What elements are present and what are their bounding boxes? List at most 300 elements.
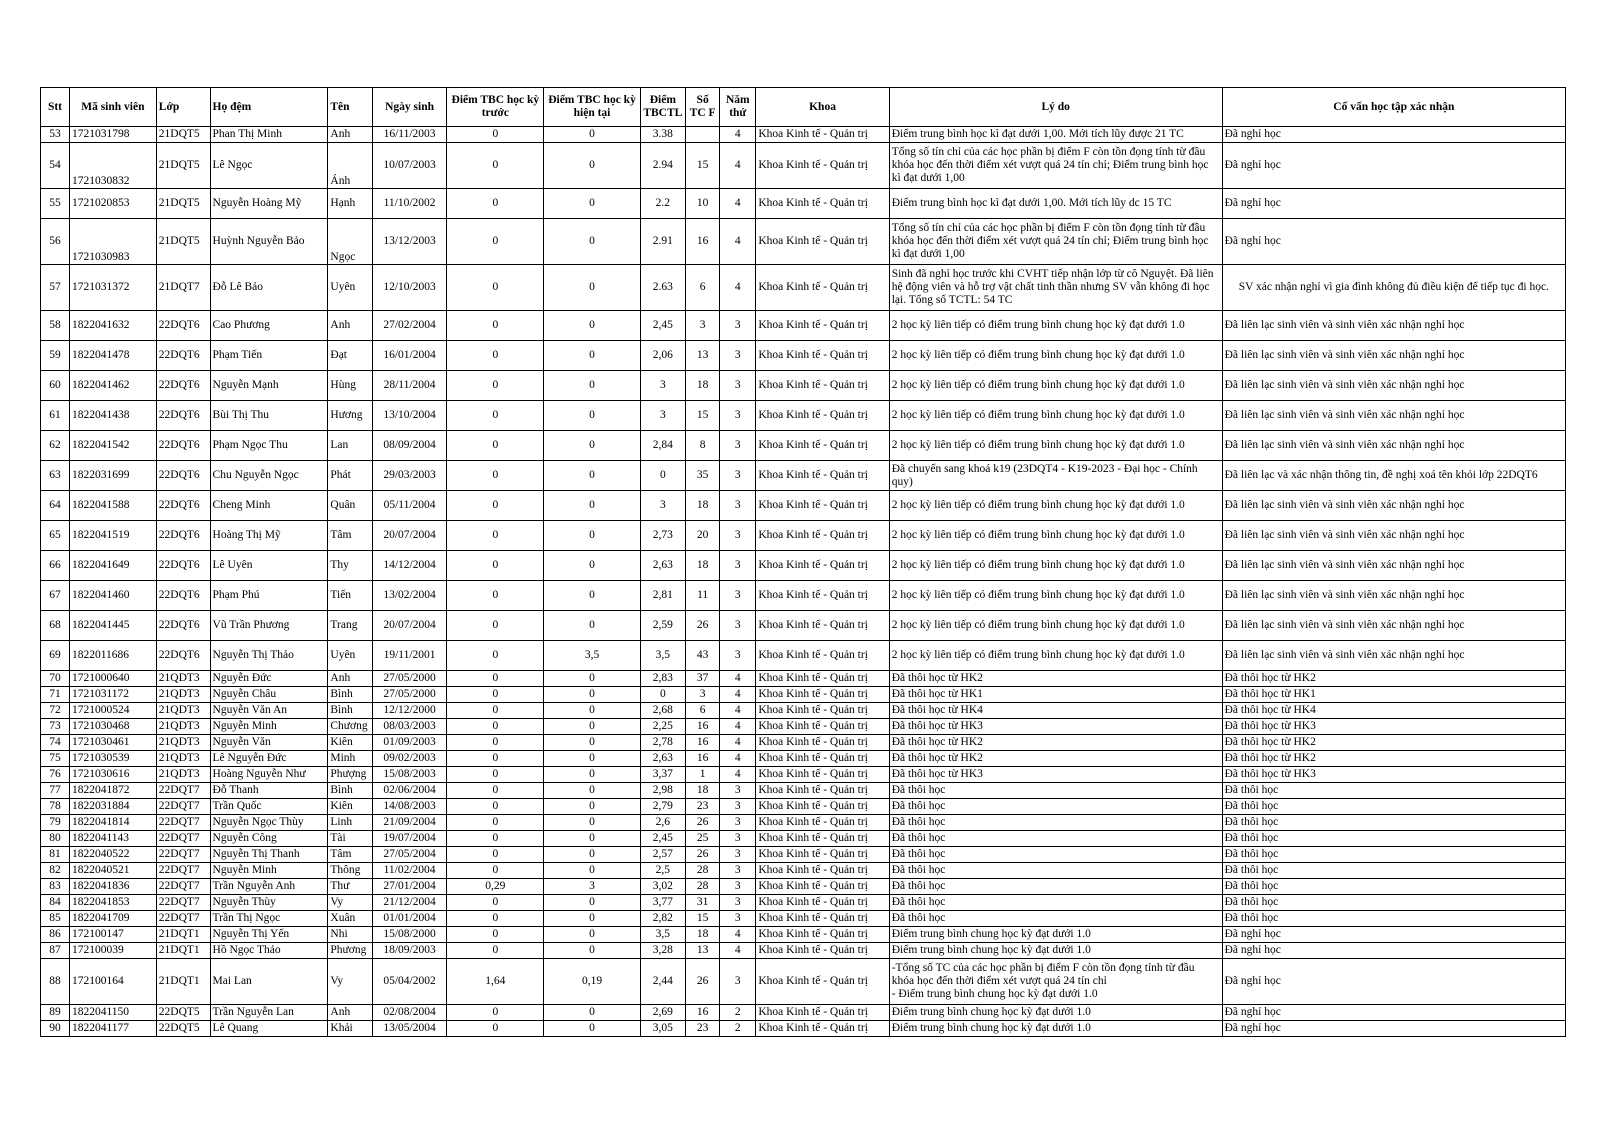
cell-birthdate: 27/05/2004 xyxy=(372,847,446,863)
cell-advisor-confirmation: Đã thôi học xyxy=(1222,863,1565,879)
cell-surname: Mai Lan xyxy=(210,959,328,1005)
cell-year: 3 xyxy=(720,641,756,671)
table-row xyxy=(41,911,1566,927)
cell-advisor-confirmation: Đã liên lạc sinh viên và sinh viên xác nhận nghỉ học xyxy=(1222,371,1565,401)
cell-faculty: Khoa Kinh tế - Quản trị xyxy=(756,265,889,311)
cell-class: 22DQT6 xyxy=(156,431,210,461)
cell-student-id: 1721030616 xyxy=(69,767,156,783)
cell-year: 3 xyxy=(720,879,756,895)
cell-reason: 2 học kỳ liên tiếp có điểm trung bình chung học kỳ đạt dưới 1.0 xyxy=(889,581,1222,611)
cell-gpa-previous: 0 xyxy=(447,847,544,863)
cell-class: 22DQT7 xyxy=(156,895,210,911)
cell-surname: Nguyễn Công xyxy=(210,831,328,847)
col-header-surname: Họ đệm xyxy=(210,88,328,127)
cell-student-id: 1822041445 xyxy=(69,611,156,641)
cell-gpa-current: 0 xyxy=(544,371,640,401)
cell-year: 4 xyxy=(720,189,756,219)
cell-advisor-confirmation: Đã thôi học xyxy=(1222,783,1565,799)
cell-faculty: Khoa Kinh tế - Quản trị xyxy=(756,735,889,751)
cell-stt: 58 xyxy=(41,311,70,341)
cell-gpa-current: 0 xyxy=(544,143,640,189)
cell-surname: Nguyễn Ngọc Thùy xyxy=(210,815,328,831)
cell-faculty: Khoa Kinh tế - Quản trị xyxy=(756,847,889,863)
cell-reason: Đã thôi học xyxy=(889,815,1222,831)
cell-surname: Hoàng Nguyễn Như xyxy=(210,767,328,783)
cell-gpa-previous: 0,29 xyxy=(447,879,544,895)
cell-name: Kiên xyxy=(328,799,372,815)
cell-faculty: Khoa Kinh tế - Quản trị xyxy=(756,219,889,265)
cell-name: Uyên xyxy=(328,641,372,671)
cell-class: 22DQT7 xyxy=(156,831,210,847)
cell-surname: Nguyễn Thị Yến xyxy=(210,927,328,943)
cell-stt: 77 xyxy=(41,783,70,799)
cell-gpa-previous: 0 xyxy=(447,189,544,219)
col-header-advisor-confirmation: Cố vấn học tập xác nhận xyxy=(1222,88,1565,127)
cell-year: 3 xyxy=(720,611,756,641)
cell-gpa-current: 0 xyxy=(544,751,640,767)
cell-reason: 2 học kỳ liên tiếp có điểm trung bình chung học kỳ đạt dưới 1.0 xyxy=(889,521,1222,551)
cell-gpa-previous: 0 xyxy=(447,143,544,189)
cell-class: 21QDT3 xyxy=(156,751,210,767)
cell-name: Tiến xyxy=(328,581,372,611)
cell-cumulative-gpa: 3 xyxy=(640,401,685,431)
cell-cumulative-gpa: 2,57 xyxy=(640,847,685,863)
cell-gpa-previous: 0 xyxy=(447,863,544,879)
table-row xyxy=(41,431,1566,461)
cell-year: 3 xyxy=(720,847,756,863)
cell-year: 3 xyxy=(720,461,756,491)
cell-name: Tâm xyxy=(328,521,372,551)
cell-reason: 2 học kỳ liên tiếp có điểm trung bình chung học kỳ đạt dưới 1.0 xyxy=(889,431,1222,461)
col-header-year: Năm thứ xyxy=(720,88,756,127)
cell-gpa-previous: 0 xyxy=(447,127,544,143)
cell-class: 21DQT5 xyxy=(156,189,210,219)
cell-advisor-confirmation: Đã thôi học từ HK1 xyxy=(1222,687,1565,703)
cell-reason: Điểm trung bình chung học kỳ đạt dưới 1.0 xyxy=(889,1005,1222,1021)
cell-stt: 72 xyxy=(41,703,70,719)
cell-stt: 81 xyxy=(41,847,70,863)
cell-class: 22DQT6 xyxy=(156,521,210,551)
table-row xyxy=(41,127,1566,143)
cell-gpa-current: 0 xyxy=(544,551,640,581)
cell-name: Thy xyxy=(328,551,372,581)
cell-surname: Phạm Ngọc Thu xyxy=(210,431,328,461)
cell-gpa-current: 0 xyxy=(544,1005,640,1021)
cell-gpa-current: 0 xyxy=(544,847,640,863)
cell-class: 22DQT6 xyxy=(156,371,210,401)
cell-stt: 83 xyxy=(41,879,70,895)
cell-faculty: Khoa Kinh tế - Quản trị xyxy=(756,401,889,431)
cell-birthdate: 18/09/2003 xyxy=(372,943,446,959)
cell-reason: Sinh đã nghỉ học trước khi CVHT tiếp nhận lớp từ cô Nguyệt. Đã liên hệ động viên và hỗ trợ vật chất tinh thần nhưng SV vẫn không đi học lại. Tổng số TCTL: 54 TC xyxy=(889,265,1222,311)
cell-advisor-confirmation: Đã thôi học từ HK2 xyxy=(1222,735,1565,751)
cell-faculty: Khoa Kinh tế - Quản trị xyxy=(756,521,889,551)
table-row xyxy=(41,341,1566,371)
cell-name: Bình xyxy=(328,783,372,799)
cell-gpa-previous: 0 xyxy=(447,265,544,311)
cell-birthdate: 13/12/2003 xyxy=(372,219,446,265)
cell-student-id: 1822041177 xyxy=(69,1021,156,1037)
cell-student-id: 1822041542 xyxy=(69,431,156,461)
cell-advisor-confirmation: Đã liên lạc sinh viên và sinh viên xác nhận nghỉ học xyxy=(1222,551,1565,581)
cell-advisor-confirmation: Đã liên lạc sinh viên và sinh viên xác nhận nghỉ học xyxy=(1222,341,1565,371)
col-header-gpa-previous: Điểm TBC học kỳ trước xyxy=(447,88,544,127)
cell-year: 4 xyxy=(720,703,756,719)
cell-name: Kiên xyxy=(328,735,372,751)
cell-advisor-confirmation: Đã thôi học xyxy=(1222,911,1565,927)
cell-surname: Hoàng Thị Mỹ xyxy=(210,521,328,551)
cell-gpa-current: 0 xyxy=(544,461,640,491)
cell-gpa-previous: 0 xyxy=(447,521,544,551)
cell-class: 22DQT6 xyxy=(156,401,210,431)
cell-year: 3 xyxy=(720,581,756,611)
cell-student-id: 172100147 xyxy=(69,927,156,943)
cell-year: 2 xyxy=(720,1021,756,1037)
cell-faculty: Khoa Kinh tế - Quản trị xyxy=(756,751,889,767)
cell-reason: Đã thôi học từ HK2 xyxy=(889,671,1222,687)
cell-gpa-previous: 0 xyxy=(447,831,544,847)
cell-cumulative-gpa: 2,06 xyxy=(640,341,685,371)
cell-stt: 71 xyxy=(41,687,70,703)
cell-surname: Lê Uyên xyxy=(210,551,328,581)
cell-name: Hùng xyxy=(328,371,372,401)
cell-name: Trang xyxy=(328,611,372,641)
cell-gpa-previous: 0 xyxy=(447,311,544,341)
table-row xyxy=(41,959,1566,1005)
cell-year: 4 xyxy=(720,751,756,767)
cell-surname: Trần Thị Ngọc xyxy=(210,911,328,927)
cell-year: 4 xyxy=(720,265,756,311)
cell-advisor-confirmation: Đã thôi học xyxy=(1222,815,1565,831)
cell-name: Quân xyxy=(328,491,372,521)
cell-student-id: 1822041478 xyxy=(69,341,156,371)
cell-student-id: 1822040521 xyxy=(69,863,156,879)
cell-cumulative-gpa: 2,69 xyxy=(640,1005,685,1021)
cell-faculty: Khoa Kinh tế - Quản trị xyxy=(756,127,889,143)
cell-student-id: 1721031372 xyxy=(69,265,156,311)
cell-birthdate: 02/08/2004 xyxy=(372,1005,446,1021)
cell-failed-credits: 11 xyxy=(686,581,720,611)
cell-stt: 79 xyxy=(41,815,70,831)
cell-year: 4 xyxy=(720,719,756,735)
table-row xyxy=(41,783,1566,799)
cell-gpa-previous: 0 xyxy=(447,783,544,799)
cell-gpa-previous: 0 xyxy=(447,703,544,719)
cell-year: 4 xyxy=(720,127,756,143)
cell-class: 22DQT6 xyxy=(156,311,210,341)
cell-failed-credits: 26 xyxy=(686,847,720,863)
cell-reason: Đã thôi học xyxy=(889,879,1222,895)
cell-class: 22DQT7 xyxy=(156,783,210,799)
cell-faculty: Khoa Kinh tế - Quản trị xyxy=(756,1021,889,1037)
cell-class: 21DQT1 xyxy=(156,927,210,943)
cell-cumulative-gpa: 2,45 xyxy=(640,311,685,341)
cell-failed-credits: 16 xyxy=(686,219,720,265)
cell-gpa-previous: 0 xyxy=(447,751,544,767)
cell-student-id: 1822041438 xyxy=(69,401,156,431)
cell-gpa-current: 0 xyxy=(544,401,640,431)
cell-surname: Lê Quang xyxy=(210,1021,328,1037)
cell-cumulative-gpa: 3,02 xyxy=(640,879,685,895)
cell-surname: Nguyễn Văn An xyxy=(210,703,328,719)
cell-failed-credits xyxy=(686,127,720,143)
cell-birthdate: 02/06/2004 xyxy=(372,783,446,799)
cell-reason: Điểm trung bình chung học kỳ đạt dưới 1.0 xyxy=(889,943,1222,959)
cell-gpa-previous: 0 xyxy=(447,491,544,521)
cell-advisor-confirmation: Đã nghỉ học xyxy=(1222,219,1565,265)
cell-stt: 84 xyxy=(41,895,70,911)
cell-surname: Nguyễn Thị Thanh xyxy=(210,847,328,863)
cell-faculty: Khoa Kinh tế - Quản trị xyxy=(756,641,889,671)
cell-reason: Tổng số tín chỉ của các học phần bị điểm F còn tồn đọng tính từ đầu khóa học đến thời điểm xét vượt quá 24 tín chỉ; Điểm trung bình học kì đạt dưới 1,00 xyxy=(889,219,1222,265)
cell-gpa-previous: 0 xyxy=(447,895,544,911)
cell-gpa-previous: 0 xyxy=(447,767,544,783)
cell-gpa-previous: 0 xyxy=(447,735,544,751)
table-row xyxy=(41,521,1566,551)
cell-faculty: Khoa Kinh tế - Quản trị xyxy=(756,581,889,611)
col-header-class: Lớp xyxy=(156,88,210,127)
cell-birthdate: 20/07/2004 xyxy=(372,611,446,641)
cell-advisor-confirmation: Đã liên lạc và xác nhận thông tin, đề nghị xoá tên khỏi lớp 22DQT6 xyxy=(1222,461,1565,491)
table-row xyxy=(41,1021,1566,1037)
col-header-stt: Stt xyxy=(41,88,70,127)
cell-failed-credits: 16 xyxy=(686,719,720,735)
cell-advisor-confirmation: Đã nghỉ học xyxy=(1222,1021,1565,1037)
cell-birthdate: 09/02/2003 xyxy=(372,751,446,767)
cell-cumulative-gpa: 2.94 xyxy=(640,143,685,189)
table-row xyxy=(41,551,1566,581)
cell-reason: Đã thôi học từ HK3 xyxy=(889,767,1222,783)
cell-birthdate: 28/11/2004 xyxy=(372,371,446,401)
cell-student-id: 1822011686 xyxy=(69,641,156,671)
cell-reason: Điểm trung bình chung học kỳ đạt dưới 1.0 xyxy=(889,927,1222,943)
cell-reason: Đã thôi học từ HK2 xyxy=(889,735,1222,751)
table-row xyxy=(41,703,1566,719)
cell-surname: Trần Nguyễn Anh xyxy=(210,879,328,895)
cell-year: 4 xyxy=(720,767,756,783)
cell-stt: 68 xyxy=(41,611,70,641)
cell-birthdate: 21/12/2004 xyxy=(372,895,446,911)
cell-gpa-current: 0 xyxy=(544,431,640,461)
cell-gpa-current: 0 xyxy=(544,521,640,551)
table-row xyxy=(41,895,1566,911)
cell-surname: Hồ Ngọc Thảo xyxy=(210,943,328,959)
cell-failed-credits: 6 xyxy=(686,265,720,311)
cell-faculty: Khoa Kinh tế - Quản trị xyxy=(756,431,889,461)
cell-faculty: Khoa Kinh tế - Quản trị xyxy=(756,959,889,1005)
cell-cumulative-gpa: 3.38 xyxy=(640,127,685,143)
cell-cumulative-gpa: 3,77 xyxy=(640,895,685,911)
student-dismissal-table xyxy=(40,87,1566,1037)
table-row xyxy=(41,863,1566,879)
cell-stt: 89 xyxy=(41,1005,70,1021)
table-row xyxy=(41,581,1566,611)
cell-student-id: 1721030461 xyxy=(69,735,156,751)
cell-birthdate: 19/07/2004 xyxy=(372,831,446,847)
cell-reason: Đã thôi học xyxy=(889,863,1222,879)
cell-surname: Phạm Phú xyxy=(210,581,328,611)
cell-reason: Đã thôi học xyxy=(889,799,1222,815)
cell-gpa-previous: 0 xyxy=(447,611,544,641)
cell-year: 4 xyxy=(720,943,756,959)
cell-student-id: 172100164 xyxy=(69,959,156,1005)
cell-cumulative-gpa: 2,63 xyxy=(640,751,685,767)
cell-gpa-current: 0 xyxy=(544,799,640,815)
cell-faculty: Khoa Kinh tế - Quản trị xyxy=(756,671,889,687)
cell-year: 3 xyxy=(720,783,756,799)
cell-gpa-previous: 0 xyxy=(447,551,544,581)
cell-name: Linh xyxy=(328,815,372,831)
cell-student-id: 1721030539 xyxy=(69,751,156,767)
cell-birthdate: 11/02/2004 xyxy=(372,863,446,879)
cell-student-id: 1721031172 xyxy=(69,687,156,703)
col-header-name: Tên xyxy=(328,88,372,127)
cell-reason: 2 học kỳ liên tiếp có điểm trung bình chung học kỳ đạt dưới 1.0 xyxy=(889,611,1222,641)
cell-year: 3 xyxy=(720,911,756,927)
cell-reason: Đã chuyển sang khoá k19 (23DQT4 - K19-2023 - Đại học - Chính quy) xyxy=(889,461,1222,491)
cell-faculty: Khoa Kinh tế - Quản trị xyxy=(756,611,889,641)
cell-advisor-confirmation: Đã nghỉ học xyxy=(1222,189,1565,219)
cell-reason: 2 học kỳ liên tiếp có điểm trung bình chung học kỳ đạt dưới 1.0 xyxy=(889,491,1222,521)
cell-stt: 78 xyxy=(41,799,70,815)
cell-advisor-confirmation: Đã thôi học xyxy=(1222,879,1565,895)
cell-year: 4 xyxy=(720,143,756,189)
cell-advisor-confirmation: Đã nghỉ học xyxy=(1222,927,1565,943)
cell-gpa-previous: 0 xyxy=(447,219,544,265)
cell-cumulative-gpa: 3,05 xyxy=(640,1021,685,1037)
cell-birthdate: 01/01/2004 xyxy=(372,911,446,927)
cell-birthdate: 12/10/2003 xyxy=(372,265,446,311)
cell-name: Anh xyxy=(328,1005,372,1021)
cell-class: 22DQT7 xyxy=(156,863,210,879)
cell-surname: Vũ Trần Phương xyxy=(210,611,328,641)
cell-class: 22DQT5 xyxy=(156,1005,210,1021)
cell-faculty: Khoa Kinh tế - Quản trị xyxy=(756,943,889,959)
cell-failed-credits: 13 xyxy=(686,943,720,959)
cell-advisor-confirmation: Đã nghỉ học xyxy=(1222,127,1565,143)
table-row xyxy=(41,799,1566,815)
cell-advisor-confirmation: Đã liên lạc sinh viên và sinh viên xác nhận nghỉ học xyxy=(1222,521,1565,551)
cell-surname: Lê Nguyễn Đức xyxy=(210,751,328,767)
cell-failed-credits: 35 xyxy=(686,461,720,491)
cell-stt: 88 xyxy=(41,959,70,1005)
cell-reason: Đã thôi học xyxy=(889,895,1222,911)
cell-surname: Nguyễn Châu xyxy=(210,687,328,703)
table-row xyxy=(41,491,1566,521)
cell-failed-credits: 1 xyxy=(686,767,720,783)
cell-cumulative-gpa: 2,84 xyxy=(640,431,685,461)
cell-year: 3 xyxy=(720,521,756,551)
table-row xyxy=(41,189,1566,219)
table-row xyxy=(41,847,1566,863)
table-row xyxy=(41,687,1566,703)
cell-birthdate: 13/05/2004 xyxy=(372,1021,446,1037)
cell-gpa-current: 0 xyxy=(544,219,640,265)
cell-class: 21QDT3 xyxy=(156,767,210,783)
cell-failed-credits: 6 xyxy=(686,703,720,719)
cell-surname: Nguyễn Minh xyxy=(210,719,328,735)
cell-student-id: 1822041588 xyxy=(69,491,156,521)
cell-birthdate: 10/07/2003 xyxy=(372,143,446,189)
cell-failed-credits: 37 xyxy=(686,671,720,687)
cell-name: Nhi xyxy=(328,927,372,943)
cell-year: 3 xyxy=(720,431,756,461)
cell-surname: Bùi Thị Thu xyxy=(210,401,328,431)
cell-stt: 69 xyxy=(41,641,70,671)
cell-gpa-previous: 0 xyxy=(447,581,544,611)
cell-class: 22DQT7 xyxy=(156,799,210,815)
cell-surname: Nguyễn Văn xyxy=(210,735,328,751)
cell-gpa-current: 0 xyxy=(544,611,640,641)
cell-reason: Đã thôi học xyxy=(889,911,1222,927)
cell-failed-credits: 18 xyxy=(686,491,720,521)
cell-cumulative-gpa: 0 xyxy=(640,461,685,491)
cell-class: 22DQT6 xyxy=(156,551,210,581)
cell-failed-credits: 8 xyxy=(686,431,720,461)
cell-faculty: Khoa Kinh tế - Quản trị xyxy=(756,895,889,911)
table-row xyxy=(41,1005,1566,1021)
cell-birthdate: 19/11/2001 xyxy=(372,641,446,671)
cell-birthdate: 01/09/2003 xyxy=(372,735,446,751)
cell-gpa-current: 0 xyxy=(544,687,640,703)
cell-stt: 90 xyxy=(41,1021,70,1037)
cell-faculty: Khoa Kinh tế - Quản trị xyxy=(756,461,889,491)
cell-stt: 61 xyxy=(41,401,70,431)
cell-reason: Đã thôi học từ HK4 xyxy=(889,703,1222,719)
cell-reason: Điểm trung bình học kì đạt dưới 1,00. Mới tích lũy được 21 TC xyxy=(889,127,1222,143)
cell-failed-credits: 13 xyxy=(686,341,720,371)
cell-reason: Đã thôi học xyxy=(889,831,1222,847)
cell-surname: Nguyễn Đức xyxy=(210,671,328,687)
cell-failed-credits: 3 xyxy=(686,311,720,341)
cell-stt: 75 xyxy=(41,751,70,767)
cell-name: Ngọc xyxy=(328,219,372,265)
header-row xyxy=(41,88,1566,127)
cell-advisor-confirmation: Đã thôi học từ HK2 xyxy=(1222,671,1565,687)
cell-cumulative-gpa: 2,45 xyxy=(640,831,685,847)
table-row xyxy=(41,143,1566,189)
cell-year: 3 xyxy=(720,799,756,815)
cell-cumulative-gpa: 2.91 xyxy=(640,219,685,265)
cell-birthdate: 27/02/2004 xyxy=(372,311,446,341)
cell-surname: Nguyễn Minh xyxy=(210,863,328,879)
cell-faculty: Khoa Kinh tế - Quản trị xyxy=(756,703,889,719)
cell-cumulative-gpa: 2,63 xyxy=(640,551,685,581)
cell-birthdate: 27/05/2000 xyxy=(372,671,446,687)
cell-gpa-current: 0 xyxy=(544,895,640,911)
cell-student-id: 1721000640 xyxy=(69,671,156,687)
table-row xyxy=(41,611,1566,641)
cell-student-id: 1822041632 xyxy=(69,311,156,341)
cell-cumulative-gpa: 3,37 xyxy=(640,767,685,783)
cell-stt: 70 xyxy=(41,671,70,687)
cell-reason: Đã thôi học xyxy=(889,847,1222,863)
cell-advisor-confirmation: Đã liên lạc sinh viên và sinh viên xác nhận nghỉ học xyxy=(1222,311,1565,341)
cell-stt: 53 xyxy=(41,127,70,143)
cell-faculty: Khoa Kinh tế - Quản trị xyxy=(756,143,889,189)
cell-name: Anh xyxy=(328,311,372,341)
cell-surname: Đỗ Thanh xyxy=(210,783,328,799)
cell-gpa-current: 0 xyxy=(544,1021,640,1037)
table-row xyxy=(41,815,1566,831)
cell-name: Lan xyxy=(328,431,372,461)
cell-student-id: 1822041649 xyxy=(69,551,156,581)
cell-birthdate: 27/01/2004 xyxy=(372,879,446,895)
cell-cumulative-gpa: 2,83 xyxy=(640,671,685,687)
cell-failed-credits: 25 xyxy=(686,831,720,847)
cell-gpa-previous: 0 xyxy=(447,371,544,401)
table-row xyxy=(41,265,1566,311)
